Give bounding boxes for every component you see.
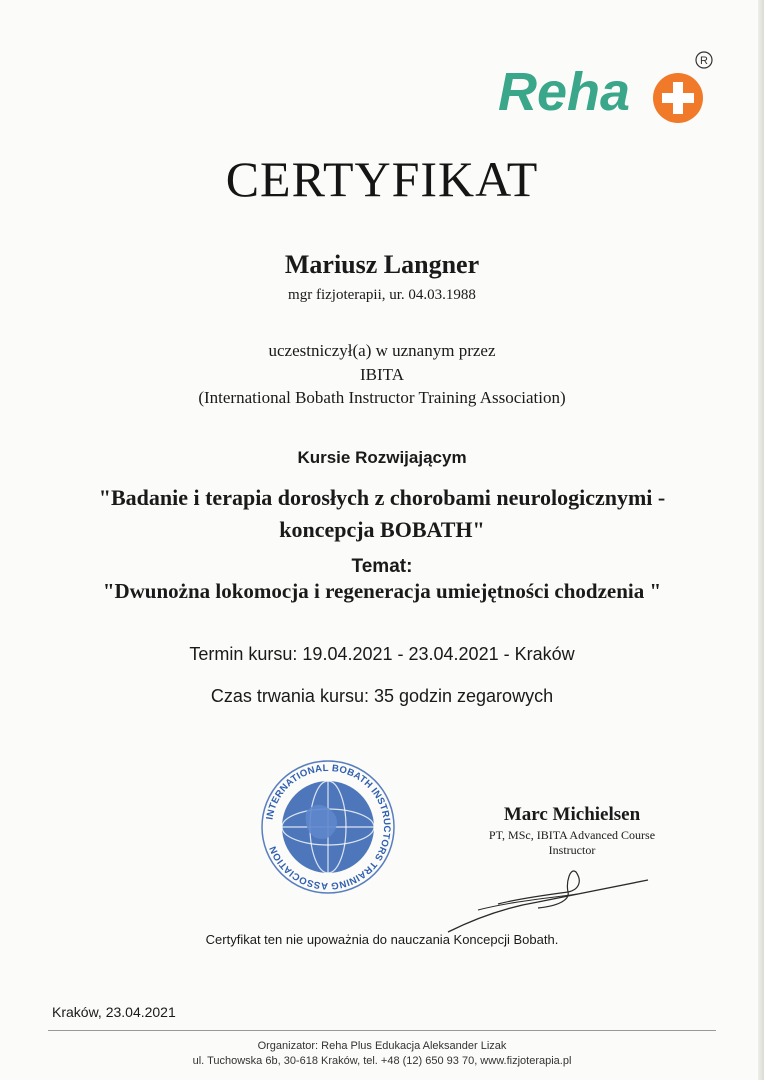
topic-label: Temat: xyxy=(351,556,413,577)
course-duration: Czas trwania kursu: 35 godzin zegarowych xyxy=(210,686,554,706)
course-title-line1: "Badanie i terapia dorosłych z chorobami neurologicznymi - xyxy=(98,485,666,510)
org-short: IBITA xyxy=(360,365,404,384)
signer-name: Marc Michielsen xyxy=(503,804,641,825)
ibita-seal-stamp xyxy=(258,757,398,897)
course-type: Kursie Rozwijającym xyxy=(297,448,467,467)
course-term: Termin kursu: 19.04.2021 - 23.04.2021 - Kraków xyxy=(189,644,575,664)
place-and-date: Kraków, 23.04.2021 xyxy=(52,1004,176,1020)
signer-role-line1: PT, MSc, IBITA Advanced Course xyxy=(488,828,656,842)
svg-text:R: R xyxy=(700,55,708,67)
recipient-details: mgr fizjoterapii, ur. 04.03.1988 xyxy=(288,287,476,303)
seal-text: INTERNATIONAL BOBATH INSTRUCTORS TRAINING ASSOCIATION xyxy=(264,762,393,892)
org-full: (International Bobath Instructor Training Association) xyxy=(198,388,566,407)
logo-text: Reha xyxy=(498,62,631,122)
signer-role-line2: Instructor xyxy=(548,843,596,857)
handwritten-signature xyxy=(418,862,658,942)
footer-organizer: Organizator: Reha Plus Edukacja Aleksander Lizak xyxy=(257,1040,507,1052)
footer-divider xyxy=(48,1030,716,1031)
course-title xyxy=(0,482,764,546)
course-title-line2: koncepcja BOBATH" xyxy=(279,517,485,542)
disclaimer-text: Certyfikat ten nie upoważnia do nauczania Koncepcji Bobath. xyxy=(205,932,559,947)
footer-address: ul. Tuchowska 6b, 30-618 Kraków, tel. +48 (12) 650 93 70, www.fizjoterapia.pl xyxy=(192,1055,572,1067)
signer-role xyxy=(452,828,692,858)
recipient-name: Mariusz Langner xyxy=(284,250,480,279)
course-topic: "Dwunożna lokomocja i regeneracja umiejętności chodzenia " xyxy=(102,579,662,603)
reha-plus-logo xyxy=(496,50,716,130)
participation-text: uczestniczył(a) w uznanym przez xyxy=(268,341,496,360)
page-edge-shadow xyxy=(758,0,764,1080)
certificate-title: CERTYFIKAT xyxy=(225,151,539,207)
